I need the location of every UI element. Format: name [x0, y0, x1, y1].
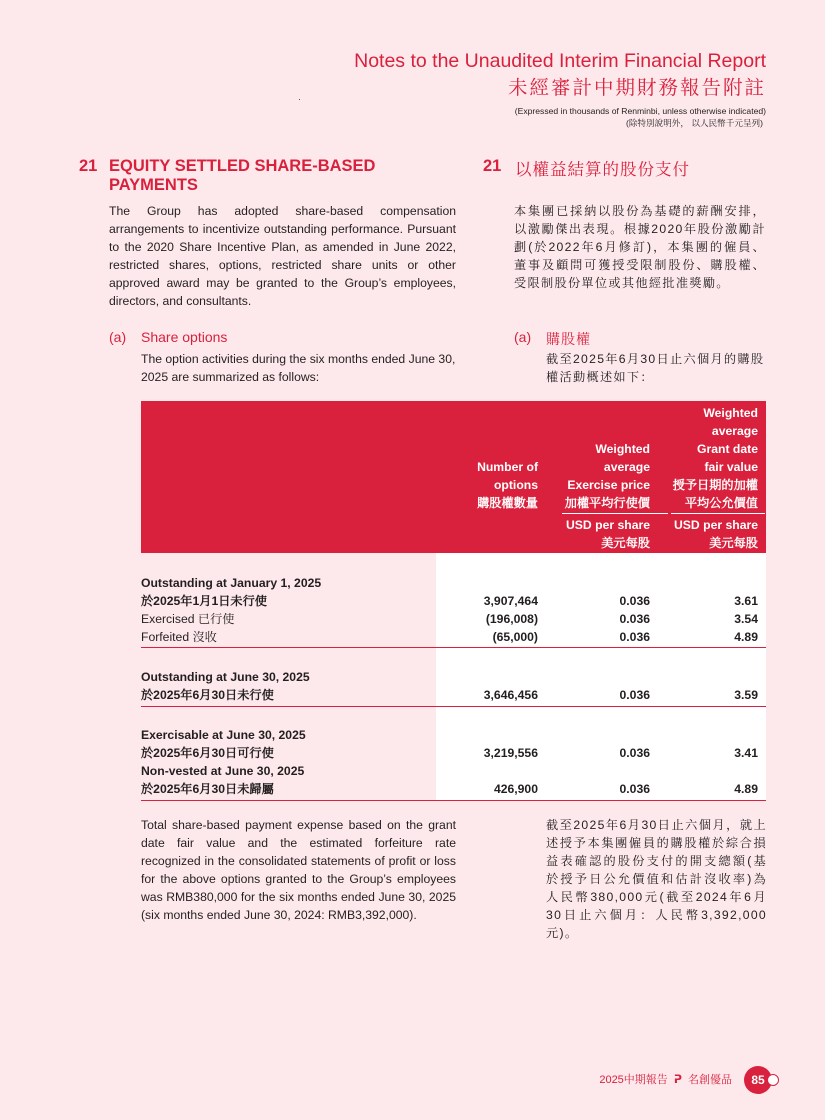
header-title-zh: 未經審計中期財務報告附註	[507, 77, 766, 99]
cell-options: 426,900	[493, 782, 538, 796]
unit-en: USD per share	[566, 518, 650, 532]
table-row	[141, 668, 766, 686]
table-header	[141, 401, 766, 553]
header-title-en: Notes to the Unaudited Interim Financial Report	[354, 50, 766, 72]
row-label: Forfeited 沒收	[141, 630, 217, 644]
header-col-exercise-line: Weighted	[595, 442, 650, 456]
page-badge-ring-icon	[767, 1074, 779, 1086]
table-row	[141, 610, 766, 628]
section-number-zh: 21	[483, 157, 502, 175]
header-col-options-line: Number of	[477, 460, 538, 474]
unit-en: USD per share	[674, 518, 758, 532]
table-row	[141, 726, 766, 744]
cell-options: 3,219,556	[483, 746, 538, 760]
page-number: 85	[744, 1066, 772, 1094]
header-col-exercise-line: 加權平均行使價	[564, 496, 650, 510]
cell-options: (196,008)	[485, 612, 538, 626]
header-expressed-en: (Expressed in thousands of Renminbi, unless otherwise indicated)	[514, 106, 766, 116]
cell-exercise-price: 0.036	[619, 688, 650, 702]
cell-fair-value: 3.54	[734, 612, 758, 626]
header-col-exercise-line: Exercise price	[567, 478, 650, 492]
subsection-title-zh: 購股權	[546, 331, 591, 347]
cell-exercise-price: 0.036	[619, 594, 650, 608]
cell-exercise-price: 0.036	[619, 612, 650, 626]
footer-report-name: 2025中期報告	[599, 1074, 668, 1086]
closing-paragraph-en: Total share-based payment expense based on the grant date fair value and the estimated forfeiture rate recognized in the consolidated statements of profit or loss for the above options granted to the Group’s employees was RMB380,000 for the six months ended June 30, 2025 (six months ended June 30, 2024: RMB3,392,000).	[141, 818, 456, 922]
table-row	[141, 574, 766, 592]
cell-fair-value: 3.41	[734, 746, 758, 760]
cell-options: (65,000)	[492, 630, 538, 644]
header-col-fair-line: 平均公允價值	[684, 496, 758, 510]
header-unit-fair	[674, 516, 758, 552]
section-title-en	[109, 157, 375, 195]
cell-fair-value: 4.89	[734, 630, 758, 644]
header-col-options-line: options	[493, 478, 538, 492]
footer-company-name: 名創優品	[688, 1074, 732, 1086]
table-row	[141, 628, 766, 646]
header-divider	[671, 513, 765, 514]
header-col-fair-line: 授予日期的加權	[672, 478, 758, 492]
header-col-fair-line: Grant date	[697, 442, 758, 456]
section-title-en-line1: EQUITY SETTLED SHARE-BASED	[109, 157, 376, 175]
header-divider	[562, 513, 668, 514]
table-rule	[141, 706, 766, 707]
row-label: 於2025年6月30日未歸屬	[141, 782, 274, 796]
table-row	[141, 780, 766, 798]
intro-paragraph-en: The Group has adopted share-based compensation arrangements to incentivize outstanding performance. Pursuant to the 2020 Share Incentive Plan, as amended in June 2022, restricted shares, options, restricted share units or other approved award may be granted to the Group’s employees, directors, and consultants.	[109, 204, 456, 308]
header-col-fair-line: average	[711, 424, 758, 438]
row-label: Outstanding at January 1, 2025	[141, 576, 322, 590]
footer	[599, 1071, 732, 1087]
cell-exercise-price: 0.036	[619, 630, 650, 644]
row-label: Exercisable at June 30, 2025	[141, 728, 306, 742]
row-label: 於2025年6月30日未行使	[141, 688, 274, 702]
subsection-marker-en: (a)	[109, 329, 127, 345]
company-logo-icon: ᕈ	[673, 1074, 682, 1086]
subsection-title-en: Share options	[141, 329, 228, 345]
cell-exercise-price: 0.036	[619, 782, 650, 796]
subsection-marker-zh: (a)	[514, 329, 532, 345]
table-rule	[141, 647, 766, 648]
cell-options: 3,646,456	[483, 688, 538, 702]
header-col-options	[477, 458, 538, 512]
row-label: Non-vested at June 30, 2025	[141, 764, 305, 778]
table-rule	[141, 800, 766, 801]
row-label: Outstanding at June 30, 2025	[141, 670, 310, 684]
header-unit-exercise	[566, 516, 650, 552]
row-label: 於2025年6月30日可行使	[141, 746, 274, 760]
header-col-options-line: 購股權數量	[477, 496, 538, 510]
row-label: Exercised 已行使	[141, 612, 235, 626]
row-label: 於2025年1月1日未行使	[141, 594, 267, 608]
table-row	[141, 686, 766, 704]
cell-options: 3,907,464	[483, 594, 538, 608]
stray-dot	[299, 99, 300, 100]
cell-exercise-price: 0.036	[619, 746, 650, 760]
cell-fair-value: 4.89	[734, 782, 758, 796]
cell-fair-value: 3.59	[734, 688, 758, 702]
section-title-zh: 以權益結算的股份支付	[515, 161, 690, 179]
section-number-en: 21	[79, 157, 98, 175]
subsection-desc-zh: 截至2025年6月30日止六個月的購股權活動概述如下：	[546, 352, 765, 384]
unit-zh: 美元每股	[709, 536, 758, 550]
header-col-exercise-line: average	[603, 460, 650, 474]
unit-zh: 美元每股	[601, 536, 650, 550]
header-col-fair-line: Weighted	[703, 406, 758, 420]
table-row	[141, 762, 766, 780]
cell-fair-value: 3.61	[734, 594, 758, 608]
header-expressed-zh: (除特別說明外， 以人民幣千元呈列)	[625, 118, 763, 128]
header-col-fair-line: fair value	[704, 460, 758, 474]
section-title-en-line2: PAYMENTS	[109, 176, 198, 194]
table-row	[141, 592, 766, 610]
header-col-exercise-price	[565, 440, 650, 512]
header-col-fair-value	[673, 404, 758, 512]
subsection-desc-en: The option activities during the six months ended June 30, 2025 are summarized as follows:	[141, 352, 456, 384]
table-row	[141, 744, 766, 762]
intro-paragraph-zh: 本集團已採納以股份為基礎的薪酬安排，以激勵傑出表現。根據2020年股份激勵計劃(於2022年6月修訂)，本集團的僱員、董事及顧問可獲授受限制股份、購股權、受限制股份單位或其他經批准獎勵。	[514, 204, 766, 290]
closing-paragraph-zh: 截至2025年6月30日止六個月，就上述授予本集團僱員的購股權於綜合損益表確認的股份支付的開支總額(基於授予日公允價值和估計沒收率)為人民幣380,000元(截至2024年6月30日止六個月：人民幣3,392,000元)。	[546, 818, 767, 940]
